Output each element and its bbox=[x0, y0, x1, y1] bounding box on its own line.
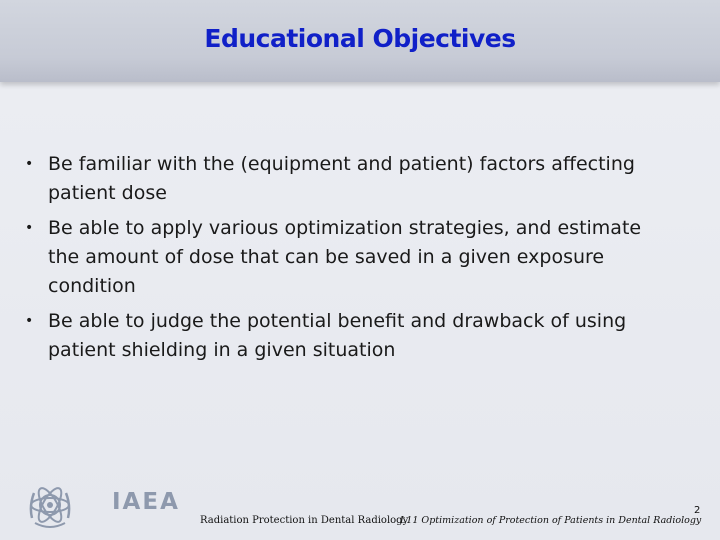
page-number: 2 bbox=[694, 505, 701, 516]
bullet-marker: • bbox=[25, 220, 34, 236]
bullet-item bbox=[25, 307, 675, 365]
slide-title: Educational Objectives bbox=[204, 24, 516, 53]
atom-emblem-icon bbox=[26, 478, 106, 534]
bullet-text: Be able to judge the potential benefit and drawback of using patient shielding in a given situation bbox=[48, 310, 627, 361]
bullet-text: Be familiar with the (equipment and patient) factors affecting patient dose bbox=[48, 153, 635, 204]
bullet-marker: • bbox=[25, 313, 34, 329]
logo-text: IAEA bbox=[112, 489, 180, 515]
iaea-logo bbox=[26, 478, 180, 534]
bullet-item bbox=[25, 150, 675, 208]
bullet-list bbox=[25, 150, 675, 371]
bullet-item bbox=[25, 214, 675, 301]
footer-lecture-title: L11 Optimization of Protection of Patients in Dental Radiology bbox=[400, 515, 702, 526]
bullet-text: Be able to apply various optimization strategies, and estimate the amount of dose that can be saved in a given exposure condition bbox=[48, 217, 642, 297]
bullet-marker: • bbox=[25, 156, 34, 172]
footer-course-title: Radiation Protection in Dental Radiology bbox=[200, 515, 409, 526]
